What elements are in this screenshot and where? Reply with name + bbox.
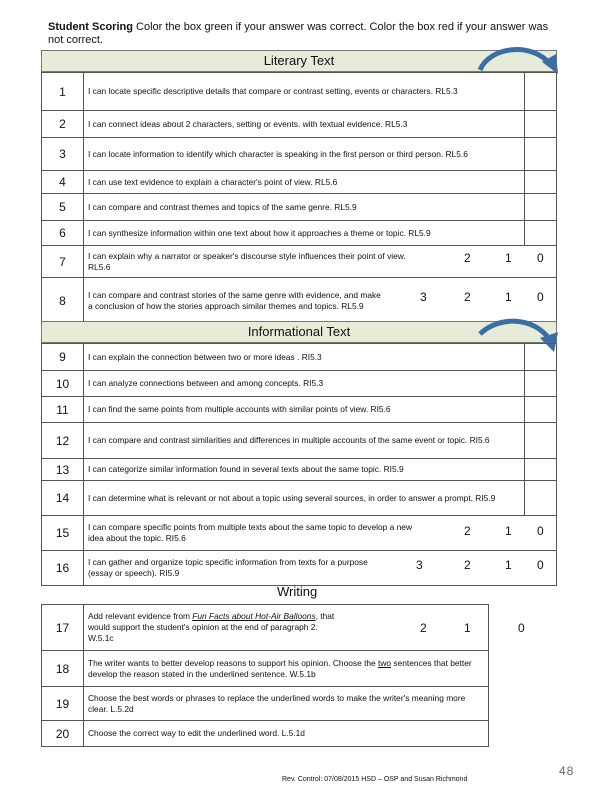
score-value: 2: [464, 251, 471, 265]
page-number: 48: [559, 764, 575, 778]
row-number: 2: [42, 111, 84, 138]
table-row: [42, 397, 557, 423]
row-number: 14: [42, 481, 84, 516]
row-number: 9: [42, 344, 84, 371]
table-row: [42, 687, 489, 721]
informational-title: Informational Text: [247, 324, 351, 339]
row-number: 16: [42, 551, 84, 586]
score-value: 1: [505, 558, 512, 572]
row-number: 5: [42, 194, 84, 221]
score-box[interactable]: [525, 111, 557, 138]
score-box[interactable]: [525, 171, 557, 194]
row-number: 19: [42, 687, 84, 721]
score-value: 1: [464, 621, 471, 635]
row-text: I can use text evidence to explain a character's point of view. RL5.6: [84, 171, 525, 194]
score-value: 0: [537, 290, 544, 304]
score-box[interactable]: [525, 481, 557, 516]
score-box[interactable]: [525, 221, 557, 246]
table-row: [42, 371, 557, 397]
table-row: [42, 344, 557, 371]
score-value: 1: [505, 290, 512, 304]
table-row: [42, 516, 557, 551]
row-text: I can explain why a narrator or speaker's discourse style influences their point of view. RL5.6: [84, 246, 557, 278]
row-number: 8: [42, 278, 84, 325]
row-number: 15: [42, 516, 84, 551]
row-text: I can compare and contrast themes and topics of the same genre. RL5.9: [84, 194, 525, 221]
row-text: I can locate information to identify which character is speaking in the first person or third person. RL5.6: [84, 138, 525, 171]
literary-title: Literary Text: [263, 53, 335, 68]
score-box[interactable]: [525, 423, 557, 459]
table-row: [42, 171, 557, 194]
row-number: 6: [42, 221, 84, 246]
row-number: 18: [42, 651, 84, 687]
row-number: 17: [42, 605, 84, 651]
table-row: [42, 246, 557, 278]
row-text: I can categorize similar information found in several texts about the same topic. RI5.9: [84, 459, 525, 481]
literary-table: [41, 72, 557, 325]
row-text: I can synthesize information within one text about how it approaches a theme or topic. RL5.9: [84, 221, 525, 246]
table-row: [42, 423, 557, 459]
row-text: I can gather and organize topic specific information from texts for a purpose (essay or speech). RI5.9: [84, 551, 557, 586]
score-box[interactable]: [525, 459, 557, 481]
row-text: I can compare and contrast similarities and differences in multiple accounts of the same event or topic. RI5.6: [84, 423, 525, 459]
score-value: 2: [464, 524, 471, 538]
underlined-word: two: [378, 657, 392, 668]
instructions-text: Color the box green if your answer was correct. Color the box red if your answer was not correct.: [48, 21, 549, 46]
row-text: I can determine what is relevant or not about a topic using several sources, in order to answer a prompt. RI5.9: [84, 481, 525, 516]
writing-title: Writing: [277, 584, 318, 599]
row-text: [84, 651, 489, 687]
row-number: 3: [42, 138, 84, 171]
instructions-lead: Student Scoring: [48, 21, 133, 33]
score-value: 2: [420, 621, 427, 635]
row-number: 10: [42, 371, 84, 397]
table-row: [42, 221, 557, 246]
row-number: 13: [42, 459, 84, 481]
row-text: [84, 605, 489, 651]
footer-revision: Rev. Control: 07/08/2015 HSD – OSP and Susan Richmond: [282, 776, 468, 783]
table-row: [42, 551, 557, 586]
score-box[interactable]: [525, 194, 557, 221]
score-value: 3: [416, 558, 423, 572]
score-box[interactable]: [525, 73, 557, 111]
score-value: 0: [518, 621, 525, 635]
row-number: 12: [42, 423, 84, 459]
score-box[interactable]: [525, 397, 557, 423]
row-text: I can compare and contrast stories of the same genre with evidence, and make a conclusion of how the stories approach similar themes and topics. RL5.9: [84, 278, 557, 325]
table-row: [42, 73, 557, 111]
row-text: I can locate specific descriptive details that compare or contrast setting, events or characters. RL5.3: [84, 73, 525, 111]
score-value: 0: [537, 251, 544, 265]
book-title: Fun Facts about Hot-Air Balloons: [192, 611, 316, 621]
row-number: 20: [42, 721, 84, 747]
row-text: Choose the correct way to edit the underlined word. L.5.1d: [84, 721, 489, 747]
row-text-part: sentences that better develop the reason stated in the underlined sentence. W.5.1b: [88, 657, 472, 679]
row-number: 7: [42, 246, 84, 278]
table-row: [42, 138, 557, 171]
table-row: [42, 721, 489, 747]
score-value: 0: [537, 524, 544, 538]
score-value: 0: [537, 558, 544, 572]
row-text-part: The writer wants to better develop reasons to support his opinion. Choose the: [88, 657, 379, 668]
row-text: I can compare specific points from multiple texts about the same topic to develop a new idea about the topic. RI5.6: [84, 516, 557, 551]
score-value: 3: [420, 290, 427, 304]
row-text-part: Add relevant evidence from: [88, 611, 193, 621]
table-row: [42, 194, 557, 221]
score-box[interactable]: [525, 371, 557, 397]
row-text: I can explain the connection between two or more ideas . RI5.3: [84, 344, 525, 371]
row-text-part: , that would support the student's opinion at the end of paragraph 2. W.5.1c: [88, 611, 335, 643]
informational-table: [41, 343, 557, 586]
table-row: [42, 651, 489, 687]
writing-header: [277, 584, 317, 599]
score-value: 2: [464, 558, 471, 572]
row-text: I can find the same points from multiple accounts with similar points of view. RI5.6: [84, 397, 525, 423]
table-row: [42, 111, 557, 138]
table-row: [42, 459, 557, 481]
score-value: 1: [505, 251, 512, 265]
score-value: 1: [505, 524, 512, 538]
row-text: Choose the best words or phrases to replace the underlined words to make the writer's meaning more clear. L.5.2d: [84, 687, 489, 721]
row-text: I can connect ideas about 2 characters, setting or events. with textual evidence. RL5.3: [84, 111, 525, 138]
score-box[interactable]: [525, 344, 557, 371]
row-number: 4: [42, 171, 84, 194]
row-text: I can analyze connections between and among concepts. RI5.3: [84, 371, 525, 397]
row-number: 1: [42, 73, 84, 111]
table-row: [42, 481, 557, 516]
row-number: 11: [42, 397, 84, 423]
score-value: 2: [464, 290, 471, 304]
score-box[interactable]: [525, 138, 557, 171]
